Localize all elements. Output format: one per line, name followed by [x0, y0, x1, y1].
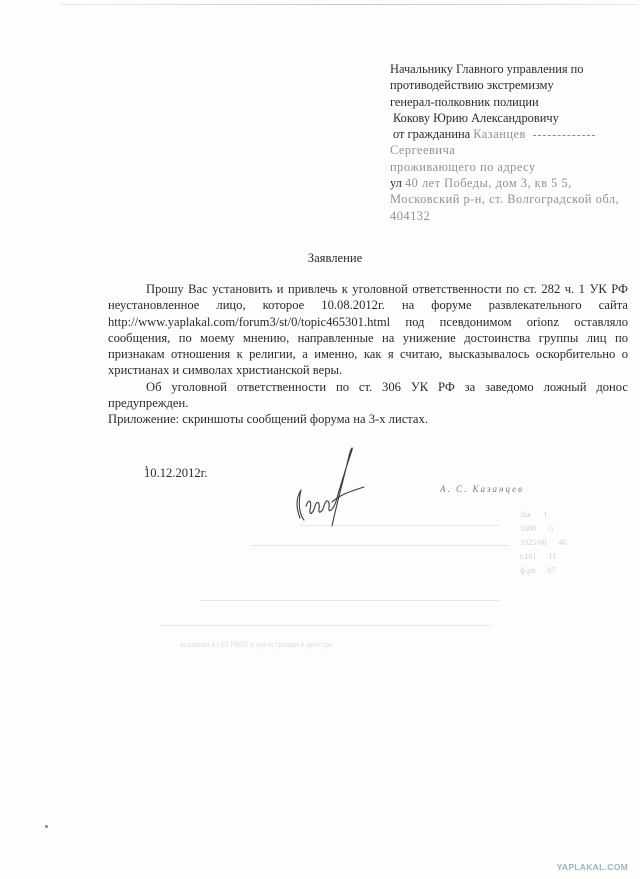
sender-line: [390, 126, 630, 142]
bleed-through-table: [520, 508, 567, 578]
bleed-through-text: выписки из ЕГРЮЛ о регистрации в реестре: [180, 640, 333, 649]
body-paragraph-2: Об уголовной ответственности по ст. 306 УК РФ за заведомо ложный донос предупрежден.: [108, 379, 628, 411]
street-line: [390, 175, 630, 191]
attachment-note: Приложение: скриншоты сообщений форума на 3-х листах.: [108, 412, 428, 426]
region-line-redacted: Московский р-н, ст. Волгоградской обл,: [390, 192, 620, 207]
bleed-cell: G: [548, 524, 554, 533]
sender-surname-redacted: Казанцев: [473, 127, 526, 142]
bleed-cell: Зак: [520, 510, 532, 519]
scan-edge-line: [60, 4, 638, 5]
sender-patronymic-redacted: Сергеевича: [390, 143, 456, 158]
addressee-line-4: Кокову Юрию Александровичу: [393, 110, 559, 125]
bleed-cell: 1025-08: [520, 538, 547, 547]
bleed-cell: г.101: [520, 552, 537, 561]
bleed-cell: 1: [543, 510, 548, 519]
sender-prefix: от гражданина: [393, 127, 471, 142]
body-paragraph-1: Прошу Вас установить и привлечь к уголовной ответственности по ст. 282 ч. 1 УК РФ неустановленное лицо, которое 10.08.2012г. на форуме развлекательного сайта http://www.yaplakal.com/forum3/st/0/topic465301.html под псевдонимом orionz оставляло сообщения, по моему мнению, направленные на унижение достоинства группы лиц по признакам отношения к религии, а именно, как я считаю, высказывалось оскорбительно о христианах и символах христианской веры.: [108, 282, 628, 378]
site-watermark: YAPLAKAL.COM: [556, 862, 628, 872]
bleed-row: [520, 522, 567, 536]
bleed-cell: 40: [558, 538, 567, 547]
address-label-redacted: проживающего по адресу: [390, 159, 536, 174]
addressee-line-2: противодействию экстремизму: [390, 78, 554, 93]
sender-firstname-redacted: [533, 135, 595, 136]
addressee-line-1: Начальнику Главного управления по: [390, 62, 584, 76]
bleed-cell: 07: [547, 566, 556, 575]
bleed-through-line: [300, 525, 500, 526]
bleed-through-line: [250, 545, 510, 546]
document-date: 10.12.2012г.: [144, 466, 208, 480]
bleed-through-line: [160, 625, 490, 626]
bleed-row: [520, 550, 567, 564]
document-body: [108, 281, 628, 411]
addressee-block: [390, 61, 630, 224]
stray-comma-mark: ,: [145, 456, 148, 470]
bleed-cell: 11: [548, 552, 557, 561]
bleed-cell: ф.рн: [520, 566, 536, 575]
zip-line-redacted: 404132: [390, 208, 431, 223]
bleed-row: [520, 536, 567, 550]
bleed-row: [520, 564, 567, 578]
bleed-cell: 1008: [520, 524, 536, 533]
addressee-line-3: генерал-полковник полиции: [390, 94, 539, 109]
signer-name-redacted: А. С. Казанцев: [440, 484, 525, 494]
document-title: Заявление: [307, 251, 363, 265]
scan-speck: [45, 825, 48, 828]
bleed-through-line: [200, 600, 500, 601]
street-redacted: 40 лет Победы, дом 3, кв 5 5,: [404, 176, 572, 191]
bleed-row: [520, 508, 567, 522]
street-prefix: ул: [390, 176, 402, 191]
